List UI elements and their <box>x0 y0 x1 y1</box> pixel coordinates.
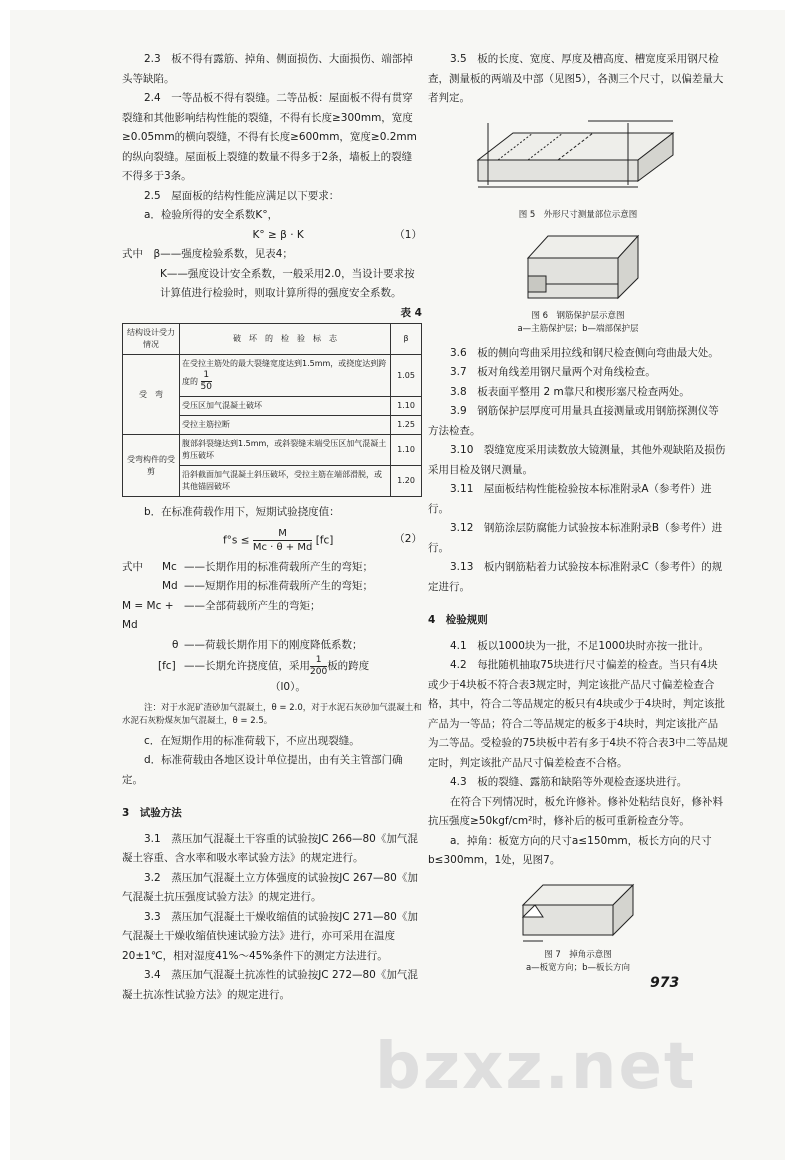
clause-3-3: 3.3 蒸压加气混凝土干燥收缩值的试验按JC 271—80《加气混凝土干燥收缩值快速试验方法》进行，亦可采用在温度20±1℃，相对湿度41%～45%条件下的测定方法进行。 <box>122 910 418 962</box>
clause-3-10: 3.10 裂缝宽度采用读数放大镜测量，其他外观缺陷及损伤采用目检及钢尺测量。 <box>428 444 726 476</box>
table-head-criteria: 破 坏 的 检 验 标 志 <box>180 324 391 355</box>
table-head-beta: β <box>391 324 422 355</box>
table-cell-beta: 1.25 <box>391 416 422 435</box>
table-note: 注：对于水泥矿渣砂加气混凝土，θ = 2.0，对于水泥石灰砂加气混凝土和水泥石灰粉煤灰加气混凝土，θ = 2.5。 <box>122 702 422 726</box>
table-cell: 腹部斜裂缝达到1.5mm，或斜裂缝末端受压区加气混凝土剪压破坏 <box>180 435 391 466</box>
page-number: 973 <box>650 975 680 991</box>
figure-5-caption: 图 5 外形尺寸测量部位示意图 <box>518 209 638 220</box>
formula-1-where <box>122 245 422 265</box>
table-head-case: 结构设计受力情况 <box>123 324 180 355</box>
table-cell: 在受拉主筋处的最大裂缝宽度达到1.5mm，或挠度达到跨度的 $\frac{1}{50}$ <box>180 355 391 397</box>
formula-2 <box>122 527 422 554</box>
where-beta: ——强度检验系数，见表4； <box>160 248 293 260</box>
clause-3-6: 3.6 板的侧向弯曲采用拉线和钢尺检查侧向弯曲最大处。 <box>450 346 719 359</box>
table-cell: 受拉主筋拉断 <box>180 416 391 435</box>
clause-4-2: 4.2 每批随机抽取75块进行尺寸偏差的检查。当只有4块或少于4块板不符合表3规定时，判定该批产品尺寸偏差检查合格，其中，符合二等品规定的板只有4块或少于4块时，判定该批产品为一等品；符合二等品规定的板多于4块时，判定该批产品为二等品。受检验的75块板中若有多于4块不符合表3中二等品规定时，判定该批产品尺寸偏差检查不合格。 <box>428 659 728 769</box>
section-3-heading: 3 试验方法 <box>122 807 182 819</box>
watermark: bzxz.net <box>375 1030 697 1104</box>
figure-5-drawing <box>468 115 688 207</box>
figure-6-caption: 图 6 钢筋保护层示意图 <box>531 310 625 321</box>
clause-3-5: 3.5 板的长度、宽度、厚度及槽高度、槽宽度采用钢尺检查，测量板的两端及中部（见图5），各测三个尺寸，以偏差量大者判定。 <box>428 53 724 104</box>
formula-2-rhs: [fc] <box>315 534 334 546</box>
table-cell-beta: 1.20 <box>391 466 422 497</box>
formula-2-fraction: $\frac{M}{Mc \cdot \theta + Md}$ <box>252 527 313 553</box>
table-row <box>123 435 422 466</box>
section-4-heading: 4 检验规则 <box>428 614 488 626</box>
clause-2-5: 2.5 屋面板的结构性能应满足以下要求： <box>144 189 340 202</box>
figure-6-drawing <box>508 228 648 308</box>
figure-7-drawing <box>513 877 643 947</box>
clause-4-3-a: a．掉角：板宽方向的尺寸a≤150mm，板长方向的尺寸b≤300mm，1处，见图7。 <box>428 834 712 866</box>
right-column <box>428 50 728 975</box>
clause-3-12: 3.12 钢筋涂层防腐能力试验按本标准附录B（参考件）进行。 <box>428 522 723 554</box>
figure-7-caption: 图 7 掉角示意图 <box>544 949 612 960</box>
table-cell: 沿斜截面加气混凝土斜压破坏，受拉主筋在端部滑脱，或其他锚固破坏 <box>180 466 391 497</box>
formula-2-lhs: f°s ≤ <box>222 534 250 546</box>
table-cell: 受压区加气混凝土破坏 <box>180 397 391 416</box>
clause-2-3: 2.3 板不得有露筋、掉角、侧面损伤、大面损伤、端部掉头等缺陷。 <box>122 53 413 85</box>
table-group-shear: 受弯构件的受剪 <box>123 435 180 497</box>
clause-3-2: 3.2 蒸压加气混凝土立方体强度的试验按JC 267—80《加气混凝土抗压强度试验方法》的规定进行。 <box>122 871 418 903</box>
clause-3-8: 3.8 板表面平整用 2 m靠尺和楔形塞尺检查两处。 <box>450 385 690 398</box>
table-4-title: 表 4 <box>400 306 422 319</box>
clause-3-9: 3.9 钢筋保护层厚度可用量具直接测量或用钢筋探测仪等方法检查。 <box>428 405 719 437</box>
clause-4-3: 4.3 板的裂缝、露筋和缺陷等外观检查逐块进行。 <box>450 776 688 788</box>
clause-3-7: 3.7 板对角线差用钢尺量两个对角线检查。 <box>450 366 656 378</box>
formula-2-where: 式中 Mc ——长期作用的标准荷载所产生的弯矩； Md ——短期作用的标准荷载所产生的弯矩； M = Mc + Md ——全部荷载所产生的弯矩； θ ——荷载长期作用下的刚度降低系数； [fc] ——长期允许挠度值，采用 $\frac{1}{200}$ 板的跨度 （l0）。 <box>122 560 373 693</box>
clause-2-4: 2.4 一等品板不得有裂缝。二等品板：屋面板不得有贯穿裂缝和其他影响结构性能的裂缝，不得有长度≥300mm，宽度≥0.05mm的横向裂缝，不得有长度≥600mm，宽度≥0.2mm的纵向裂缝。屋面板上裂缝的数量不得多于2条，墙板上的裂缝不得多于3条。 <box>122 92 417 182</box>
table-4 <box>122 323 422 497</box>
fraction: $\frac{1}{50}$ <box>200 370 212 392</box>
item-a: a．检验所得的安全系数K°， <box>144 209 279 221</box>
formula-1-body: K° ≥ β · K <box>252 228 304 241</box>
table-row <box>123 355 422 397</box>
document-page <box>10 10 785 1160</box>
clause-3-11: 3.11 屋面板结构性能检验按本标准附录A（参考件）进行。 <box>428 483 712 515</box>
item-b: b．在标准荷载作用下，短期试验挠度值： <box>144 506 340 518</box>
figure-7-legend: a—板宽方向；b—板长方向 <box>525 962 631 973</box>
clause-3-1: 3.1 蒸压加气混凝土干容重的试验按JC 266—80《加气混凝土容重、含水率和吸水率试验方法》的规定进行。 <box>122 832 418 864</box>
table-header-row <box>123 324 422 355</box>
formula-2-number: （2） <box>394 533 422 546</box>
item-d: d．标准荷载由各地区设计单位提出，由有关主管部门确定。 <box>122 754 403 786</box>
clause-4-3-repair: 在符合下列情况时，板允许修补。修补处粘结良好，修补料抗压强度≥50kgf/cm²时，修补后的板可重新检查分等。 <box>428 795 723 827</box>
table-cell-beta: 1.10 <box>391 397 422 416</box>
figure-6-legend: a—主筋保护层；b—端部保护层 <box>517 323 639 334</box>
clause-3-4: 3.4 蒸压加气混凝土抗冻性的试验按JC 272—80《加气混凝土抗冻性试验方法》的规定进行。 <box>122 969 418 1001</box>
item-c: c．在短期作用的标准荷载下，不应出现裂缝。 <box>144 734 360 747</box>
clause-3-13: 3.13 板内钢筋粘着力试验按本标准附录C（参考件）的规定进行。 <box>428 561 723 593</box>
table-cell-beta: 1.05 <box>391 355 422 397</box>
formula-1 <box>122 226 422 246</box>
clause-4-1: 4.1 板以1000块为一批，不足1000块时亦按一批计。 <box>450 639 710 652</box>
formula-1-number: （1） <box>394 228 422 241</box>
left-column <box>122 50 422 1005</box>
where-k: K——强度设计安全系数，一般采用2.0，当设计要求按计算值进行检验时，则取计算所得的强度安全系数。 <box>160 267 415 299</box>
where-lead: 式中 β <box>122 248 161 260</box>
table-group-bending: 受 弯 <box>123 355 180 435</box>
table-cell-beta: 1.10 <box>391 435 422 466</box>
